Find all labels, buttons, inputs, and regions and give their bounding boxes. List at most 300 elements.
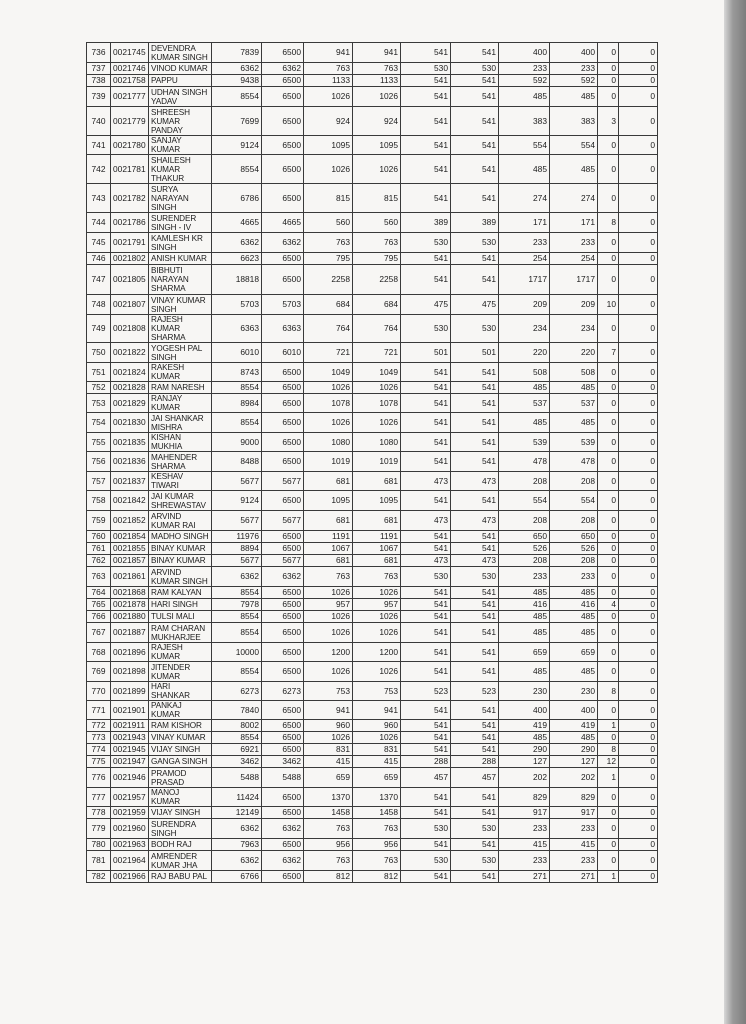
ee-share-remitted-cell: 763 (353, 851, 401, 871)
refund-cell: 0 (619, 213, 658, 233)
eps-share-cell: 541 (401, 253, 451, 265)
serial-no-cell: 745 (87, 233, 111, 253)
table-row (87, 136, 658, 155)
er-share-remitted-cell: 254 (550, 253, 598, 265)
eps-share-cell: 541 (401, 491, 451, 511)
epf-wages-cell: 6362 (262, 567, 304, 587)
emp-name-cell: YOGESH PAL SINGH (149, 343, 212, 363)
emp-code-cell: 0021911 (111, 720, 149, 732)
refund-cell: 0 (619, 394, 658, 413)
er-share-cell: 171 (499, 213, 550, 233)
serial-no-cell: 768 (87, 643, 111, 662)
ncp-days-cell: 0 (598, 75, 619, 87)
gross-wages-cell: 6623 (212, 253, 262, 265)
emp-code-cell: 0021964 (111, 851, 149, 871)
table-row (87, 472, 658, 491)
eps-share-cell: 530 (401, 233, 451, 253)
er-share-cell: 230 (499, 682, 550, 701)
ee-share-remitted-cell: 1200 (353, 643, 401, 662)
ee-share-remitted-cell: 1191 (353, 531, 401, 543)
table-row (87, 788, 658, 807)
serial-no-cell: 772 (87, 720, 111, 732)
er-share-remitted-cell: 233 (550, 567, 598, 587)
serial-no-cell: 774 (87, 744, 111, 756)
epf-wages-cell: 6500 (262, 452, 304, 472)
eps-share-remitted-cell: 457 (451, 768, 499, 788)
eps-share-cell: 541 (401, 382, 451, 394)
refund-cell: 0 (619, 623, 658, 643)
serial-no-cell: 767 (87, 623, 111, 643)
eps-share-remitted-cell: 541 (451, 136, 499, 155)
ee-share-cell: 1026 (304, 413, 353, 433)
ncp-days-cell: 0 (598, 315, 619, 343)
serial-no-cell: 779 (87, 819, 111, 839)
ee-share-remitted-cell: 812 (353, 871, 401, 883)
eps-share-remitted-cell: 541 (451, 732, 499, 744)
eps-share-remitted-cell: 389 (451, 213, 499, 233)
emp-code-cell: 0021830 (111, 413, 149, 433)
emp-code-cell: 0021855 (111, 543, 149, 555)
emp-name-cell: RANJAY KUMAR (149, 394, 212, 413)
emp-code-cell: 0021786 (111, 213, 149, 233)
emp-code-cell: 0021898 (111, 662, 149, 682)
er-share-remitted-cell: 419 (550, 720, 598, 732)
emp-code-cell: 0021878 (111, 599, 149, 611)
emp-code-cell: 0021947 (111, 756, 149, 768)
emp-code-cell: 0021837 (111, 472, 149, 491)
refund-cell: 0 (619, 732, 658, 744)
ee-share-cell: 684 (304, 295, 353, 315)
emp-name-cell: SURENDRA SINGH (149, 819, 212, 839)
er-share-cell: 485 (499, 413, 550, 433)
emp-code-cell: 0021828 (111, 382, 149, 394)
er-share-remitted-cell: 485 (550, 662, 598, 682)
gross-wages-cell: 9000 (212, 433, 262, 452)
refund-cell: 0 (619, 107, 658, 136)
emp-name-cell: MAHENDER SHARMA (149, 452, 212, 472)
eps-share-remitted-cell: 541 (451, 720, 499, 732)
gross-wages-cell: 5677 (212, 511, 262, 531)
er-share-cell: 485 (499, 611, 550, 623)
ncp-days-cell: 7 (598, 343, 619, 363)
epf-wages-cell: 6362 (262, 233, 304, 253)
emp-code-cell: 0021802 (111, 253, 149, 265)
eps-share-cell: 473 (401, 511, 451, 531)
gross-wages-cell: 5677 (212, 555, 262, 567)
gross-wages-cell: 12149 (212, 807, 262, 819)
table-row (87, 851, 658, 871)
eps-share-cell: 541 (401, 611, 451, 623)
serial-no-cell: 769 (87, 662, 111, 682)
serial-no-cell: 765 (87, 599, 111, 611)
ee-share-remitted-cell: 721 (353, 343, 401, 363)
ee-share-remitted-cell: 1026 (353, 87, 401, 107)
table-row (87, 756, 658, 768)
emp-name-cell: RAM KALYAN (149, 587, 212, 599)
serial-no-cell: 770 (87, 682, 111, 701)
ncp-days-cell: 0 (598, 233, 619, 253)
ee-share-cell: 1026 (304, 662, 353, 682)
ee-share-cell: 681 (304, 511, 353, 531)
eps-share-cell: 473 (401, 555, 451, 567)
ee-share-cell: 1067 (304, 543, 353, 555)
refund-cell: 0 (619, 363, 658, 382)
emp-name-cell: SURENDER SINGH - IV (149, 213, 212, 233)
emp-code-cell: 0021782 (111, 184, 149, 213)
eps-share-cell: 541 (401, 452, 451, 472)
gross-wages-cell: 7840 (212, 701, 262, 720)
table-row (87, 531, 658, 543)
ee-share-cell: 681 (304, 472, 353, 491)
er-share-cell: 220 (499, 343, 550, 363)
gross-wages-cell: 8894 (212, 543, 262, 555)
eps-share-cell: 475 (401, 295, 451, 315)
gross-wages-cell: 6362 (212, 567, 262, 587)
ee-share-cell: 1370 (304, 788, 353, 807)
gross-wages-cell: 6362 (212, 851, 262, 871)
emp-name-cell: VINAY KUMAR SINGH (149, 295, 212, 315)
eps-share-remitted-cell: 541 (451, 265, 499, 295)
epf-wages-cell: 6500 (262, 623, 304, 643)
ncp-days-cell: 0 (598, 452, 619, 472)
table-row (87, 491, 658, 511)
table-row (87, 611, 658, 623)
ee-share-remitted-cell: 1078 (353, 394, 401, 413)
gross-wages-cell: 6010 (212, 343, 262, 363)
emp-code-cell: 0021746 (111, 63, 149, 75)
table-row (87, 184, 658, 213)
er-share-remitted-cell: 659 (550, 643, 598, 662)
er-share-cell: 554 (499, 491, 550, 511)
emp-name-cell: BODH RAJ (149, 839, 212, 851)
refund-cell: 0 (619, 265, 658, 295)
gross-wages-cell: 6362 (212, 233, 262, 253)
eps-share-cell: 541 (401, 363, 451, 382)
ee-share-cell: 1458 (304, 807, 353, 819)
eps-share-cell: 523 (401, 682, 451, 701)
ee-share-cell: 764 (304, 315, 353, 343)
er-share-cell: 233 (499, 851, 550, 871)
ncp-days-cell: 0 (598, 643, 619, 662)
eps-share-cell: 541 (401, 265, 451, 295)
emp-name-cell: BINAY KUMAR (149, 543, 212, 555)
refund-cell: 0 (619, 662, 658, 682)
ee-share-cell: 763 (304, 63, 353, 75)
ee-share-remitted-cell: 763 (353, 63, 401, 75)
er-share-remitted-cell: 208 (550, 555, 598, 567)
epf-wages-cell: 6500 (262, 788, 304, 807)
emp-name-cell: RAM CHARAN MUKHARJEE (149, 623, 212, 643)
eps-share-remitted-cell: 530 (451, 851, 499, 871)
table-row (87, 63, 658, 75)
er-share-remitted-cell: 537 (550, 394, 598, 413)
refund-cell: 0 (619, 531, 658, 543)
ncp-days-cell: 0 (598, 491, 619, 511)
eps-share-cell: 530 (401, 567, 451, 587)
eps-share-cell: 473 (401, 472, 451, 491)
serial-no-cell: 752 (87, 382, 111, 394)
table-row (87, 107, 658, 136)
refund-cell: 0 (619, 452, 658, 472)
emp-code-cell: 0021959 (111, 807, 149, 819)
gross-wages-cell: 9438 (212, 75, 262, 87)
epf-wages-cell: 6362 (262, 851, 304, 871)
er-share-remitted-cell: 202 (550, 768, 598, 788)
ee-share-remitted-cell: 684 (353, 295, 401, 315)
refund-cell: 0 (619, 807, 658, 819)
table-row (87, 662, 658, 682)
serial-no-cell: 749 (87, 315, 111, 343)
epf-wages-cell: 6500 (262, 720, 304, 732)
ee-share-cell: 1133 (304, 75, 353, 87)
serial-no-cell: 762 (87, 555, 111, 567)
refund-cell: 0 (619, 382, 658, 394)
ee-share-remitted-cell: 956 (353, 839, 401, 851)
employee-contribution-table (86, 42, 658, 883)
eps-share-remitted-cell: 541 (451, 413, 499, 433)
ncp-days-cell: 0 (598, 63, 619, 75)
er-share-remitted-cell: 508 (550, 363, 598, 382)
emp-name-cell: JAI SHANKAR MISHRA (149, 413, 212, 433)
serial-no-cell: 754 (87, 413, 111, 433)
eps-share-cell: 530 (401, 851, 451, 871)
refund-cell: 0 (619, 87, 658, 107)
serial-no-cell: 756 (87, 452, 111, 472)
eps-share-remitted-cell: 288 (451, 756, 499, 768)
ee-share-remitted-cell: 1026 (353, 155, 401, 184)
emp-code-cell: 0021960 (111, 819, 149, 839)
epf-wages-cell: 6500 (262, 701, 304, 720)
er-share-remitted-cell: 127 (550, 756, 598, 768)
emp-name-cell: PRAMOD PRASAD (149, 768, 212, 788)
epf-wages-cell: 6500 (262, 744, 304, 756)
gross-wages-cell: 6273 (212, 682, 262, 701)
emp-code-cell: 0021899 (111, 682, 149, 701)
er-share-cell: 208 (499, 511, 550, 531)
table-row (87, 433, 658, 452)
er-share-cell: 254 (499, 253, 550, 265)
emp-code-cell: 0021835 (111, 433, 149, 452)
table-row (87, 839, 658, 851)
emp-code-cell: 0021779 (111, 107, 149, 136)
refund-cell: 0 (619, 839, 658, 851)
ee-share-remitted-cell: 924 (353, 107, 401, 136)
emp-code-cell: 0021829 (111, 394, 149, 413)
er-share-cell: 659 (499, 643, 550, 662)
eps-share-remitted-cell: 530 (451, 819, 499, 839)
serial-no-cell: 738 (87, 75, 111, 87)
er-share-cell: 233 (499, 63, 550, 75)
ncp-days-cell: 0 (598, 394, 619, 413)
table-row (87, 744, 658, 756)
er-share-cell: 485 (499, 662, 550, 682)
eps-share-cell: 541 (401, 87, 451, 107)
refund-cell: 0 (619, 756, 658, 768)
gross-wages-cell: 9124 (212, 491, 262, 511)
er-share-cell: 234 (499, 315, 550, 343)
ncp-days-cell: 10 (598, 295, 619, 315)
ee-share-cell: 659 (304, 768, 353, 788)
serial-no-cell: 748 (87, 295, 111, 315)
eps-share-remitted-cell: 541 (451, 623, 499, 643)
ncp-days-cell: 0 (598, 543, 619, 555)
table-row (87, 871, 658, 883)
serial-no-cell: 777 (87, 788, 111, 807)
eps-share-cell: 530 (401, 315, 451, 343)
er-share-remitted-cell: 290 (550, 744, 598, 756)
ncp-days-cell: 0 (598, 433, 619, 452)
er-share-remitted-cell: 485 (550, 155, 598, 184)
emp-name-cell: MANOJ KUMAR (149, 788, 212, 807)
ee-share-cell: 1026 (304, 611, 353, 623)
refund-cell: 0 (619, 233, 658, 253)
eps-share-remitted-cell: 541 (451, 382, 499, 394)
table-row (87, 511, 658, 531)
refund-cell: 0 (619, 701, 658, 720)
ee-share-cell: 1026 (304, 732, 353, 744)
ee-share-remitted-cell: 659 (353, 768, 401, 788)
refund-cell: 0 (619, 682, 658, 701)
gross-wages-cell: 8554 (212, 623, 262, 643)
emp-name-cell: RAJESH KUMAR SHARMA (149, 315, 212, 343)
epf-wages-cell: 6500 (262, 491, 304, 511)
er-share-cell: 485 (499, 623, 550, 643)
gross-wages-cell: 8554 (212, 155, 262, 184)
emp-name-cell: HARI SINGH (149, 599, 212, 611)
epf-wages-cell: 6500 (262, 87, 304, 107)
serial-no-cell: 744 (87, 213, 111, 233)
table-row (87, 623, 658, 643)
eps-share-cell: 541 (401, 155, 451, 184)
ncp-days-cell: 0 (598, 587, 619, 599)
epf-wages-cell: 6500 (262, 543, 304, 555)
ee-share-cell: 941 (304, 701, 353, 720)
er-share-cell: 650 (499, 531, 550, 543)
refund-cell: 0 (619, 413, 658, 433)
eps-share-cell: 541 (401, 701, 451, 720)
eps-share-remitted-cell: 541 (451, 452, 499, 472)
ee-share-cell: 763 (304, 819, 353, 839)
emp-code-cell: 0021808 (111, 315, 149, 343)
ncp-days-cell: 0 (598, 382, 619, 394)
gross-wages-cell: 6362 (212, 819, 262, 839)
serial-no-cell: 743 (87, 184, 111, 213)
ee-share-remitted-cell: 1458 (353, 807, 401, 819)
ncp-days-cell: 0 (598, 555, 619, 567)
er-share-cell: 1717 (499, 265, 550, 295)
gross-wages-cell: 8554 (212, 662, 262, 682)
gross-wages-cell: 5677 (212, 472, 262, 491)
refund-cell: 0 (619, 511, 658, 531)
table-row (87, 643, 658, 662)
table-row (87, 75, 658, 87)
er-share-cell: 290 (499, 744, 550, 756)
eps-share-cell: 541 (401, 433, 451, 452)
eps-share-cell: 541 (401, 623, 451, 643)
ee-share-remitted-cell: 815 (353, 184, 401, 213)
ncp-days-cell: 12 (598, 756, 619, 768)
emp-name-cell: KISHAN MUKHIA (149, 433, 212, 452)
serial-no-cell: 746 (87, 253, 111, 265)
table-row (87, 43, 658, 63)
eps-share-remitted-cell: 541 (451, 611, 499, 623)
ee-share-remitted-cell: 2258 (353, 265, 401, 295)
refund-cell: 0 (619, 851, 658, 871)
epf-wages-cell: 6500 (262, 43, 304, 63)
ncp-days-cell: 0 (598, 851, 619, 871)
refund-cell: 0 (619, 343, 658, 363)
er-share-cell: 508 (499, 363, 550, 382)
epf-wages-cell: 5677 (262, 555, 304, 567)
emp-name-cell: KESHAV TIWARI (149, 472, 212, 491)
er-share-remitted-cell: 485 (550, 87, 598, 107)
eps-share-remitted-cell: 541 (451, 587, 499, 599)
er-share-remitted-cell: 209 (550, 295, 598, 315)
emp-name-cell: RAJESH KUMAR (149, 643, 212, 662)
emp-code-cell: 0021880 (111, 611, 149, 623)
gross-wages-cell: 8554 (212, 413, 262, 433)
refund-cell: 0 (619, 611, 658, 623)
table-row (87, 87, 658, 107)
eps-share-cell: 541 (401, 599, 451, 611)
epf-wages-cell: 6500 (262, 394, 304, 413)
epf-wages-cell: 3462 (262, 756, 304, 768)
er-share-remitted-cell: 233 (550, 63, 598, 75)
emp-code-cell: 0021805 (111, 265, 149, 295)
gross-wages-cell: 11976 (212, 531, 262, 543)
gross-wages-cell: 7839 (212, 43, 262, 63)
eps-share-cell: 541 (401, 531, 451, 543)
emp-name-cell: ARVIND KUMAR RAI (149, 511, 212, 531)
eps-share-cell: 541 (401, 107, 451, 136)
er-share-cell: 539 (499, 433, 550, 452)
ncp-days-cell: 0 (598, 511, 619, 531)
emp-code-cell: 0021758 (111, 75, 149, 87)
emp-code-cell: 0021966 (111, 871, 149, 883)
ncp-days-cell: 0 (598, 732, 619, 744)
ee-share-remitted-cell: 764 (353, 315, 401, 343)
emp-name-cell: KAMLESH KR SINGH (149, 233, 212, 253)
epf-wages-cell: 5703 (262, 295, 304, 315)
epf-wages-cell: 6500 (262, 75, 304, 87)
gross-wages-cell: 3462 (212, 756, 262, 768)
refund-cell: 0 (619, 75, 658, 87)
epf-wages-cell: 6500 (262, 839, 304, 851)
eps-share-cell: 530 (401, 819, 451, 839)
gross-wages-cell: 6786 (212, 184, 262, 213)
ee-share-remitted-cell: 753 (353, 682, 401, 701)
ee-share-cell: 956 (304, 839, 353, 851)
eps-share-remitted-cell: 523 (451, 682, 499, 701)
epf-wages-cell: 6500 (262, 253, 304, 265)
table-row (87, 768, 658, 788)
eps-share-remitted-cell: 530 (451, 233, 499, 253)
eps-share-remitted-cell: 541 (451, 253, 499, 265)
refund-cell: 0 (619, 136, 658, 155)
ee-share-cell: 1049 (304, 363, 353, 382)
ncp-days-cell: 0 (598, 253, 619, 265)
ee-share-remitted-cell: 960 (353, 720, 401, 732)
ncp-days-cell: 3 (598, 107, 619, 136)
ee-share-remitted-cell: 1049 (353, 363, 401, 382)
ee-share-remitted-cell: 1026 (353, 587, 401, 599)
serial-no-cell: 742 (87, 155, 111, 184)
ee-share-remitted-cell: 1019 (353, 452, 401, 472)
emp-code-cell: 0021745 (111, 43, 149, 63)
emp-code-cell: 0021868 (111, 587, 149, 599)
ee-share-cell: 960 (304, 720, 353, 732)
eps-share-remitted-cell: 541 (451, 433, 499, 452)
